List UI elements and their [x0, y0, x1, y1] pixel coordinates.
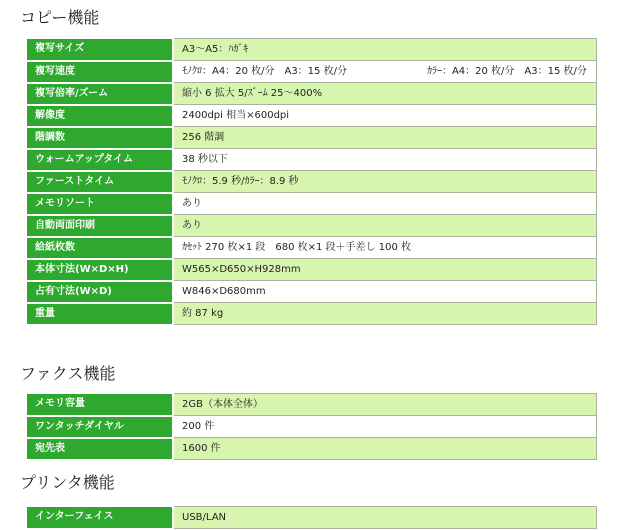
section-title-copy: コピー機能	[20, 8, 100, 27]
spec-label: ウォームアップタイム	[27, 149, 173, 171]
table-row	[27, 416, 597, 438]
spec-value: 約 87 kg	[173, 303, 597, 325]
spec-label: 占有寸法(W×D)	[27, 281, 173, 303]
spec-value: W846×D680mm	[173, 281, 597, 303]
table-row	[27, 127, 597, 149]
spec-value: あり	[173, 215, 597, 237]
spec-label: 複写倍率/ズーム	[27, 83, 173, 105]
table-row	[27, 281, 597, 303]
section-title-printer: プリンタ機能	[20, 473, 115, 492]
spec-value: ﾓﾉｸﾛ：5.9 秒/ｶﾗｰ：8.9 秒	[173, 171, 597, 193]
spec-label: 自動両面印刷	[27, 215, 173, 237]
spec-value	[173, 61, 597, 83]
spec-value: 縮小 6 拡大 5/ｽﾞｰﾑ 25～400%	[173, 83, 597, 105]
table-row	[27, 61, 597, 83]
spec-value: W565×D650×H928mm	[173, 259, 597, 281]
table-row	[27, 438, 597, 460]
printer-spec-table	[27, 506, 597, 530]
table-row	[27, 193, 597, 215]
spec-value: USB/LAN	[173, 507, 597, 529]
spec-value: 2400dpi 相当×600dpi	[173, 105, 597, 127]
table-row	[27, 259, 597, 281]
spec-label: 本体寸法(W×D×H)	[27, 259, 173, 281]
fax-spec-table	[27, 393, 597, 461]
table-row	[27, 171, 597, 193]
table-row	[27, 149, 597, 171]
table-row	[27, 237, 597, 259]
spec-label: メモリソート	[27, 193, 173, 215]
spec-value: ｶｾｯﾄ 270 枚×1 段 680 枚×1 段＋手差し 100 枚	[173, 237, 597, 259]
spec-value: 256 階調	[173, 127, 597, 149]
spec-value: 200 件	[173, 416, 597, 438]
spec-value: あり	[173, 193, 597, 215]
table-row	[27, 303, 597, 325]
spec-label: インターフェイス	[27, 507, 173, 529]
copy-speed-mono: ﾓﾉｸﾛ：A4：20 枚/分 A3：15 枚/分	[182, 65, 347, 77]
spec-label: ワンタッチダイヤル	[27, 416, 173, 438]
spec-label: 重量	[27, 303, 173, 325]
spec-value: A3～A5：ﾊｶﾞｷ	[173, 39, 597, 61]
spec-value: 1600 件	[173, 438, 597, 460]
spec-label: 給紙枚数	[27, 237, 173, 259]
table-row	[27, 105, 597, 127]
spec-label: 宛先表	[27, 438, 173, 460]
table-row	[27, 394, 597, 416]
table-row	[27, 507, 597, 529]
copy-speed-color: ｶﾗｰ：A4：20 枚/分 A3：15 枚/分	[426, 65, 587, 77]
spec-value: 2GB（本体全体）	[173, 394, 597, 416]
table-row	[27, 83, 597, 105]
table-row	[27, 39, 597, 61]
spec-value: 38 秒以下	[173, 149, 597, 171]
spec-label: 複写サイズ	[27, 39, 173, 61]
spec-label: ファーストタイム	[27, 171, 173, 193]
table-row	[27, 215, 597, 237]
spec-label: メモリ容量	[27, 394, 173, 416]
spec-label: 複写速度	[27, 61, 173, 83]
spec-label: 解像度	[27, 105, 173, 127]
spec-label: 階調数	[27, 127, 173, 149]
copy-spec-table	[27, 38, 597, 326]
section-title-fax: ファクス機能	[20, 364, 116, 383]
